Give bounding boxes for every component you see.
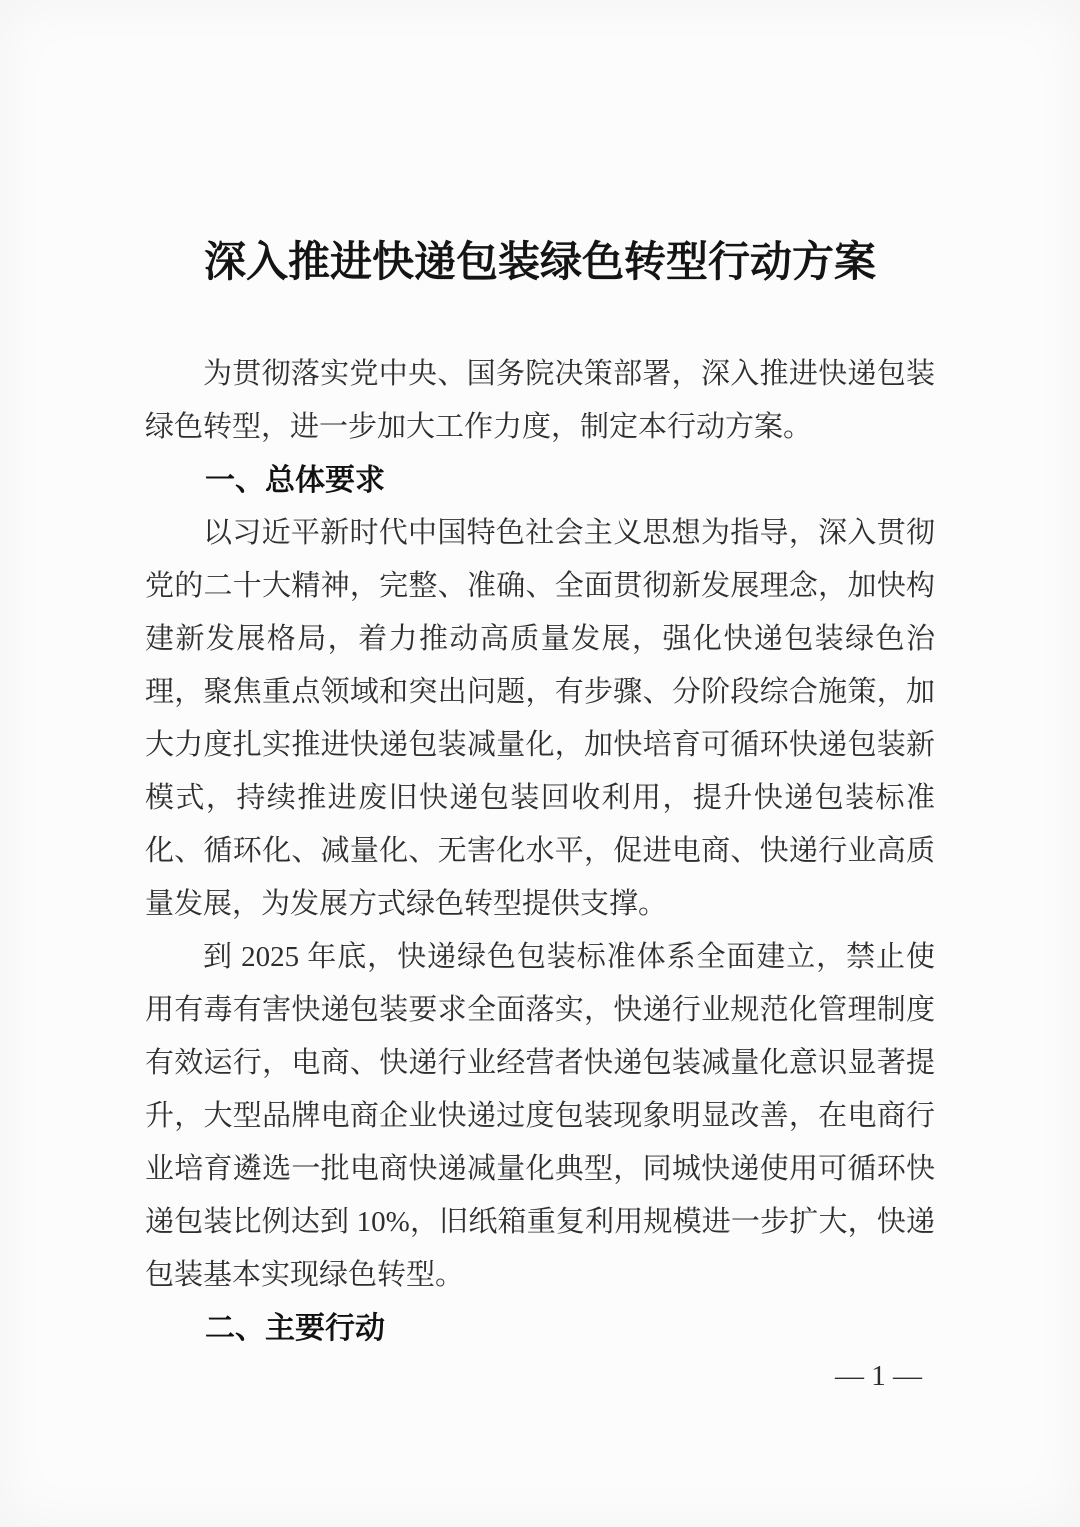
- body-paragraph-2025-goals: 到 2025 年底，快递绿色包装标准体系全面建立，禁止使用有毒有害快递包装要求全面落实，快递行业规范化管理制度有效运行，电商、快递行业经营者快递包装减量化意识显著提升，大型品牌电商企业快递过度包装现象明显改善，在电商行业培育遴选一批电商快递减量化典型，同城快递使用可循环快递包装比例达到 10%，旧纸箱重复利用规模进一步扩大，快递包装基本实现绿色转型。: [145, 941, 935, 1291]
- section-heading-1: 一、总体要求: [205, 464, 385, 497]
- intro-paragraph: 为贯彻落实党中央、国务院决策部署，深入推进快递包装绿色转型，进一步加大工作力度，制定本行动方案。: [145, 358, 935, 443]
- body-paragraph-guiding-principles: 以习近平新时代中国特色社会主义思想为指导，深入贯彻党的二十大精神，完整、准确、全面贯彻新发展理念，加快构建新发展格局，着力推动高质量发展，强化快递包装绿色治理，聚焦重点领域和突出问题，有步骤、分阶段综合施策，加大力度扎实推进快递包装减量化，加快培育可循环快递包装新模式，持续推进废旧快递包装回收利用，提升快递包装标准化、循环化、减量化、无害化水平，促进电商、快递行业高质量发展，为发展方式绿色转型提供支撑。: [145, 517, 935, 920]
- section-heading-2: 二、主要行动: [205, 1312, 385, 1345]
- page-number: — 1 —: [835, 1360, 922, 1392]
- document-title: 深入推进快递包装绿色转型行动方案: [203, 240, 876, 286]
